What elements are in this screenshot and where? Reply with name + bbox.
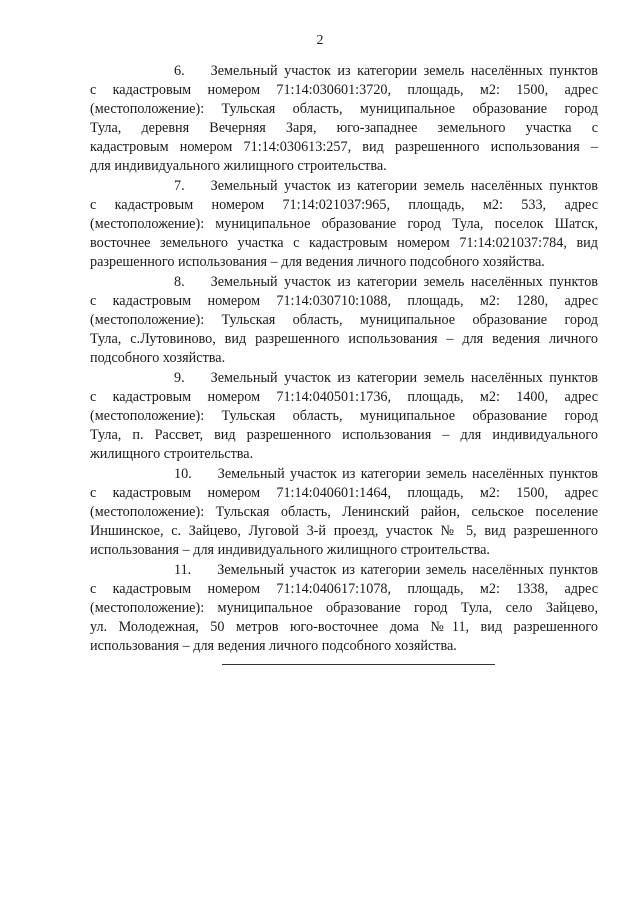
paragraph-line — [90, 369, 598, 388]
paragraph-line: разрешенного использования – для ведения личного подсобного хозяйства. — [90, 254, 545, 270]
paragraph-line: подсобного хозяйства. — [90, 350, 226, 366]
paragraph-line: (местоположение): Тульская область, Ленинский район, сельское поселение — [90, 504, 598, 520]
paragraph-line: Тула, деревня Вечерняя Заря, юго-западнее земельного участка с — [90, 120, 598, 136]
paragraph-line — [90, 273, 598, 292]
list-item — [90, 62, 598, 176]
paragraph-line: (местоположение): муниципальное образование город Тула, поселок Шатск, — [90, 216, 598, 232]
list-item — [90, 465, 598, 560]
paragraph-line: (местоположение): Тульская область, муниципальное образование город — [90, 408, 598, 424]
paragraph-line: с кадастровым номером 71:14:040617:1078, площадь, м2: 1338, адрес — [90, 581, 598, 597]
paragraph-line: восточнее земельного участка с кадастровым номером 71:14:021037:784, вид — [90, 235, 598, 251]
paragraph-line — [90, 62, 598, 81]
paragraph-line: для индивидуального жилищного строительства. — [90, 158, 387, 174]
paragraph-line: Тула, с.Лутовиново, вид разрешенного использования – для ведения личного — [90, 331, 598, 347]
paragraph-line: Иншинское, с. Зайцево, Луговой 3-й проезд, участок № 5, вид разрешенного — [90, 523, 598, 539]
document-body — [90, 62, 598, 657]
paragraph-line: жилищного строительства. — [90, 446, 254, 462]
paragraph-line: с кадастровым номером 71:14:040501:1736, площадь, м2: 1400, адрес — [90, 389, 598, 405]
line-text: Земельный участок из категории земель населённых пунктов — [210, 274, 598, 290]
paragraph-line: с кадастровым номером 71:14:030601:3720, площадь, м2: 1500, адрес — [90, 82, 598, 98]
paragraph-line: с кадастровым номером 71:14:040601:1464, площадь, м2: 1500, адрес — [90, 485, 598, 501]
paragraph-line — [90, 177, 598, 196]
paragraph-line: использования – для индивидуального жилищного строительства. — [90, 542, 490, 558]
list-item — [90, 369, 598, 464]
item-number: 7. — [174, 178, 185, 194]
item-number: 6. — [174, 63, 185, 79]
paragraph-line: (местоположение): муниципальное образование город Тула, село Зайцево, — [90, 600, 598, 616]
paragraph-line: ул. Молодежная, 50 метров юго-восточнее дома №11, вид разрешенного — [90, 619, 598, 635]
list-item — [90, 177, 598, 272]
paragraph-line: Тула, п. Рассвет, вид разрешенного использования – для индивидуального — [90, 427, 598, 443]
paragraph-line: с кадастровым номером 71:14:030710:1088, площадь, м2: 1280, адрес — [90, 293, 598, 309]
line-text: Земельный участок из категории земель населённых пунктов — [210, 370, 598, 386]
list-item — [90, 561, 598, 656]
line-text: Земельный участок из категории земель населённых пунктов — [217, 466, 598, 482]
list-item — [90, 273, 598, 368]
line-text: Земельный участок из категории земель населённых пунктов — [210, 63, 598, 79]
item-number: 9. — [174, 370, 185, 386]
paragraph-line: (местоположение): Тульская область, муниципальное образование город — [90, 312, 598, 328]
paragraph-line: (местоположение): Тульская область, муниципальное образование город — [90, 101, 598, 117]
closing-rule — [222, 664, 495, 665]
paragraph-line: использования – для ведения личного подсобного хозяйства. — [90, 638, 457, 654]
item-number: 10. — [174, 466, 192, 482]
line-text: Земельный участок из категории земель населённых пунктов — [210, 178, 598, 194]
paragraph-line: с кадастровым номером 71:14:021037:965, площадь, м2: 533, адрес — [90, 197, 598, 213]
page-number: 2 — [316, 33, 324, 48]
item-number: 11. — [174, 562, 192, 578]
line-text: Земельный участок из категории земель населённых пунктов — [217, 562, 598, 578]
paragraph-line — [90, 465, 598, 484]
paragraph-line — [90, 561, 598, 580]
item-number: 8. — [174, 274, 185, 290]
paragraph-line: кадастровым номером 71:14:030613:257, вид разрешенного использования – — [90, 139, 598, 155]
